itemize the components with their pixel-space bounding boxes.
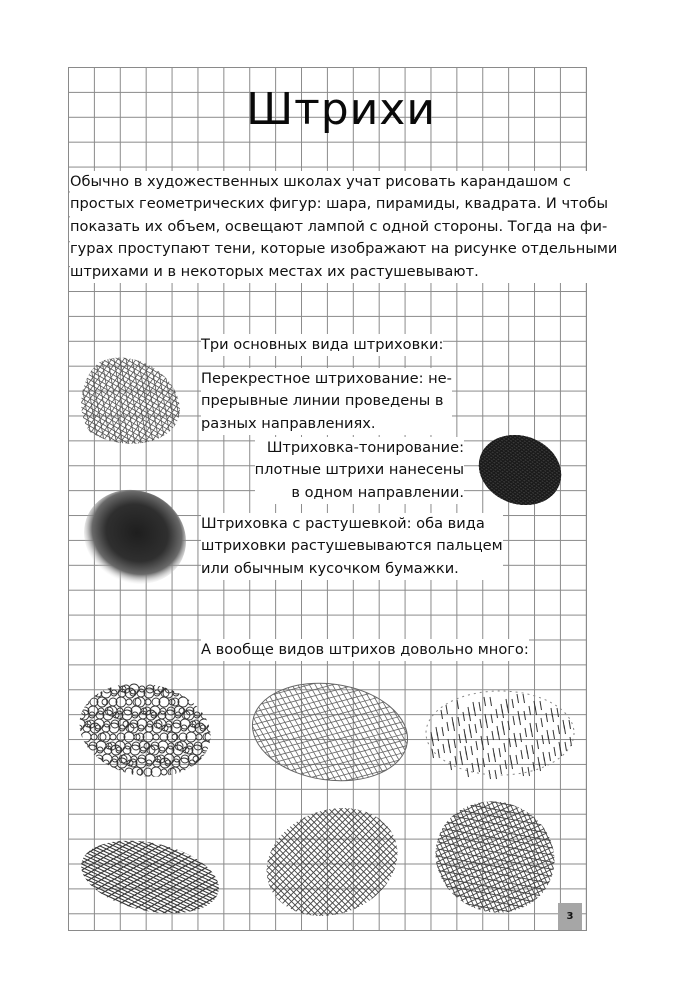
description-line: разных направлениях. [201,414,376,432]
cross-hatching-description [201,368,452,435]
description-line: Перекрестное штрихование: не- [201,370,452,387]
description-line: Штриховка с растушевкой: оба вида [201,515,485,532]
intro-line: Обычно в художественных школах учат рисовать карандашом с [70,171,590,193]
types-heading: Три основных вида штриховки: [201,334,443,356]
circles-swatch [75,680,215,780]
description-line: прерывные линии проведены в [201,392,444,410]
description-line: или обычным кусочком бумажки. [201,559,459,577]
diagonal-hatch-swatch [248,680,413,785]
intro-line: штрихами и в некоторых местах их растушевывают. [70,261,590,283]
toning-swatch [470,423,570,518]
cross-hatch-swatch [80,352,190,452]
dense-diagonal-swatch [75,835,225,920]
description-line: в одном направлении. [291,483,464,501]
intro-line: показать их объем, освещают лампой с одной стороны. Тогда на фи- [70,216,590,238]
scribble-swatch [430,795,560,920]
toning-description [255,437,464,504]
cross-diagonal-swatch [260,800,405,925]
intro-line: гурах проступают тени, которые изображают на рисунке отдельными [70,238,590,260]
description-line: Штриховка-тонирование: [266,439,464,456]
description-line: штриховки растушевываются пальцем [201,537,503,555]
blended-swatch [80,487,190,587]
vertical-dash-swatch [420,683,580,783]
many-kinds-caption: А вообще видов штрихов довольно много: [201,639,529,661]
page-title: Штрихи [246,84,436,135]
blending-description [201,513,503,580]
page-number: 3 [558,903,582,930]
intro-line: простых геометрических фигур: шара, пирамиды, квадрата. И чтобы [70,193,590,215]
intro-paragraph [70,171,618,283]
description-line: плотные штрихи нанесены [254,461,464,479]
